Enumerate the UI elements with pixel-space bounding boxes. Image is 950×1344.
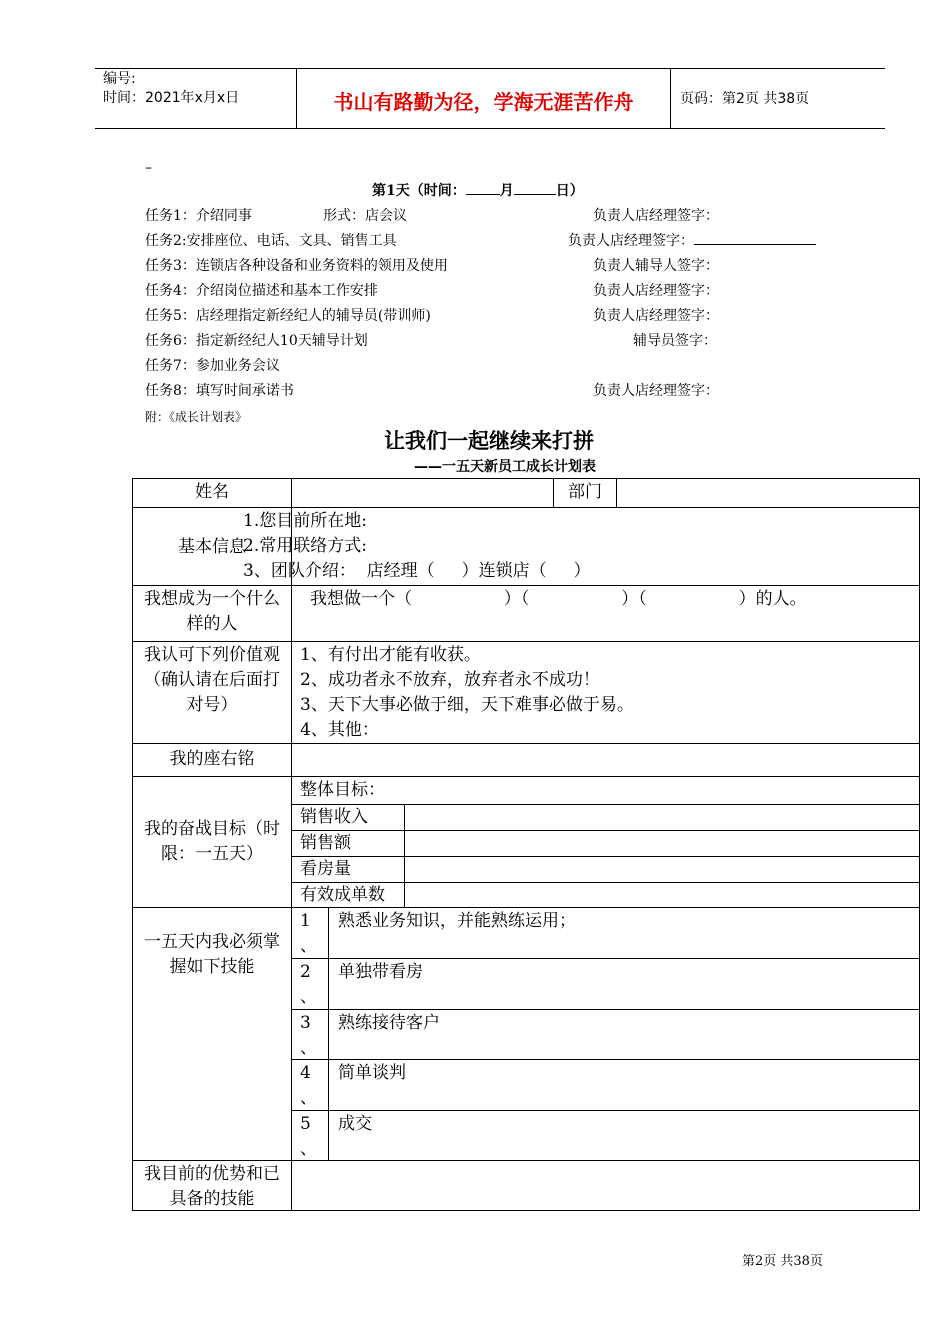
task-4-label: 任务4：介绍岗位描述和基本工作安排 [145, 283, 378, 299]
basic-info-line: 3、团队介绍： 店经理（ ）连锁店（ ） [243, 561, 591, 581]
goal-label: 我的奋战目标（时限：一五天） [144, 819, 280, 864]
task-3-sign: 负责人辅导人签字： [593, 258, 719, 274]
values-line: 1、有付出才能有收获。 [300, 645, 481, 665]
task-1-sign: 负责人店经理签字： [593, 208, 719, 224]
name-label: 姓名 [195, 482, 229, 502]
skill-num: 1 、 [300, 911, 317, 956]
header-divider-2 [670, 68, 671, 128]
day-blank [514, 182, 556, 195]
basic-info-line: 1.您目前所在地: [243, 511, 367, 531]
task-8-sign: 负责人店经理签字： [593, 383, 719, 399]
values-line: 4、其他： [300, 720, 379, 740]
header-bottom-rule [95, 128, 885, 129]
task-2-sign: 负责人店经理签字： [568, 232, 816, 250]
goal-overall: 整体目标： [300, 780, 385, 800]
name-field[interactable] [292, 480, 553, 506]
task-2-sign-blank [694, 232, 816, 245]
day-title-prefix: 第1天（时间： [372, 183, 466, 199]
strength-field[interactable] [292, 1162, 919, 1210]
dash-mark: – [145, 160, 152, 176]
header-left [103, 70, 239, 108]
task-6-label: 任务6：指定新经纪人10天辅导计划 [145, 333, 368, 349]
skill-text: 熟练接待客户 [338, 1013, 440, 1033]
day-title-day: 日） [555, 183, 584, 199]
goal-row-label: 销售额 [300, 833, 351, 853]
skill-text: 简单谈判 [338, 1063, 406, 1083]
day-title-month: 月 [499, 183, 514, 199]
task-6-sign: 辅导员签字： [633, 333, 717, 349]
dept-field[interactable] [617, 480, 919, 506]
task-8-label: 任务8：填写时间承诺书 [145, 383, 294, 399]
page-footer: 第2页 共38页 [742, 1254, 823, 1269]
person-text: 我想做一个（ ）（ ）（ ）的人。 [310, 589, 807, 609]
skill-num: 2 、 [300, 962, 317, 1007]
values-lines [300, 643, 910, 743]
day-title [372, 180, 584, 200]
basic-info-line: 2.常用联络方式: [243, 536, 367, 556]
task-5-label: 任务5：店经理指定新经纪人的辅导员(带训师) [145, 308, 431, 324]
header-number-label: 编号: [103, 71, 136, 87]
form-title: 让我们一起继续来打拼 [384, 429, 594, 453]
strength-label: 我目前的优势和已具备的技能 [144, 1164, 280, 1209]
task-2-label: 任务2:安排座位、电话、文具、销售工具 [145, 233, 397, 249]
skill-num: 3 、 [300, 1013, 317, 1058]
form-subtitle: ——一五天新员工成长计划表 [414, 459, 596, 475]
header-time-label: 时间：2021年x月x日 [103, 90, 240, 106]
attachment-note: 附：《成长计划表》 [145, 410, 248, 424]
values-line: 2、成功者永不放弃，放弃者永不成功！ [300, 670, 600, 690]
task-7-label: 任务7：参加业务会议 [145, 358, 280, 374]
goal-row-label: 看房量 [300, 859, 351, 879]
task-3-label: 任务3：连锁店各种设备和业务资料的领用及使用 [145, 258, 448, 274]
header-motto: 书山有路勤为径，学海无涯苦作舟 [333, 90, 634, 114]
task-4-sign: 负责人店经理签字： [593, 283, 719, 299]
task-5-sign: 负责人店经理签字： [593, 308, 719, 324]
skills-label: 一五天内我必须掌握如下技能 [144, 932, 280, 977]
goal-row-label: 有效成单数 [300, 885, 385, 905]
person-label: 我想成为一个什么样的人 [144, 589, 280, 634]
motto-label: 我的座右铭 [169, 749, 255, 769]
goal-row-label: 销售收入 [300, 807, 368, 827]
basic-info-lines [243, 509, 913, 584]
skill-num: 4 、 [300, 1063, 317, 1108]
task-1-label: 任务1：介绍同事 [145, 208, 252, 224]
dept-label: 部门 [568, 482, 602, 502]
skill-text: 成交 [338, 1114, 372, 1134]
skill-text: 熟悉业务知识，并能熟练运用； [338, 911, 576, 931]
basic-info-label: 基本信息 [178, 537, 246, 557]
skill-text: 单独带看房 [338, 962, 423, 982]
motto-field[interactable] [292, 745, 919, 776]
values-label: 我认可下列价值观（确认请在后面打对号） [144, 645, 280, 715]
skill-num: 5 、 [300, 1114, 317, 1159]
header-page-label: 页码：第2页 共38页 [680, 91, 810, 107]
values-line: 3、天下大事必做于细，天下难事必做于易。 [300, 695, 634, 715]
task-1-form: 形式：店会议 [323, 208, 407, 224]
month-blank [466, 182, 500, 195]
header-top-rule [95, 68, 885, 69]
